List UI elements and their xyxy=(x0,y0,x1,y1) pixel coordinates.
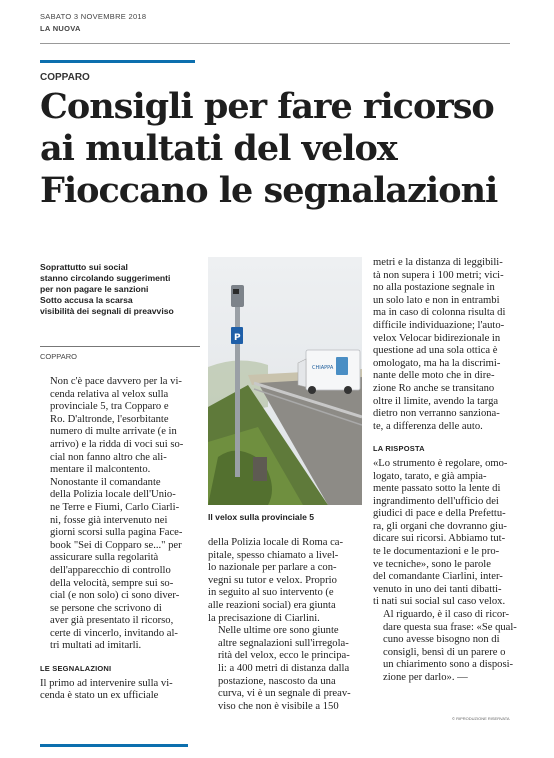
text-line: lo nazionale per parlare a con- xyxy=(208,562,337,574)
text-line: venuto in uno dei tanti dibatti- xyxy=(373,583,502,595)
paragraph xyxy=(373,609,531,685)
text-line: viso che non è visibile a 150 xyxy=(218,700,339,712)
text-line: del comandante Ciarlini, inter- xyxy=(373,571,503,583)
text-line: ve tecniche», sono le parole xyxy=(373,558,491,570)
text-line: provinciale 5, tra Copparo e xyxy=(50,401,169,413)
text-line: «Lo strumento è regolare, omo- xyxy=(373,457,508,469)
text-line: della velocità, sempre sui so- xyxy=(50,577,174,589)
text-line: dell'apparecchio di controllo xyxy=(50,564,171,576)
copyright-credit xyxy=(452,716,510,721)
text-line: no alla postazione segnale in xyxy=(373,282,495,294)
text-line: metri e la distanza di leggibili- xyxy=(373,257,503,268)
footer-accent-bar xyxy=(40,744,188,747)
byline: COPPARO xyxy=(40,352,77,361)
text-line: ra, gli organi che dovranno giu- xyxy=(373,520,507,532)
svg-text:P: P xyxy=(234,333,241,343)
text-line: consigli, bensì di un parere o xyxy=(383,646,506,658)
text-line: cenda relativa al velox sulla xyxy=(50,388,169,400)
text-line: vegni su tutor e velox. Proprio xyxy=(208,574,337,586)
publication-date: SABATO 3 NOVEMBRE 2018 xyxy=(40,12,147,21)
text-line: zione per darlo». — xyxy=(383,672,468,683)
byline-rule xyxy=(40,346,200,347)
text-line: assicurare sulla regolarità xyxy=(50,552,159,564)
text-line: un chiarimento sono a disposi- xyxy=(383,659,514,671)
summary-line: visibilità dei segnali di preavviso xyxy=(40,306,174,316)
text-line: rità del velox, ecco le principa- xyxy=(218,650,350,662)
summary-line: per non pagare le sanzioni xyxy=(40,284,149,294)
text-line: numero di multe arrivate (e in xyxy=(50,426,177,438)
headline xyxy=(40,86,530,212)
text-line: giudici di pace e della Prefettu- xyxy=(373,508,506,520)
paragraph xyxy=(373,257,531,433)
text-line: omologato, ma ha la discrimi- xyxy=(373,357,501,369)
text-line: curva, vi è un segnale di preav- xyxy=(218,688,351,700)
text-line: arrivo) e la ridda di voci sui so- xyxy=(50,438,184,450)
text-line: della Polizia locale di Roma ca- xyxy=(208,537,344,548)
text-line: mentare il malcontento. xyxy=(50,464,151,476)
text-line: dietro non verranno sanziona- xyxy=(373,408,500,420)
text-line: zione Ro anche se transitano xyxy=(373,382,495,394)
text-line: logato, tarato, e già ampia- xyxy=(373,470,487,482)
summary-deck xyxy=(40,262,202,317)
text-line: pitale, spesso chiamato a livel- xyxy=(208,549,339,561)
text-line: Non c'è pace davvero per la vi- xyxy=(50,376,182,387)
headline-line: Fioccano le segnalazioni xyxy=(40,170,498,211)
text-line: un solo lato e non in entrambi xyxy=(373,294,500,306)
text-line: altre segnalazioni sull'irregola- xyxy=(218,637,349,649)
summary-line: stanno circolando suggerimenti xyxy=(40,273,171,283)
text-line: book "Sei di Copparo se..." per xyxy=(50,539,182,551)
text-line: oltre il limite, avendo la targa xyxy=(373,395,499,407)
text-line: Il primo ad intervenire sulla vi- xyxy=(40,677,173,689)
headline-line: ai multati del velox xyxy=(40,128,397,169)
text-line: giorni scorsi sulla pagina Face- xyxy=(50,527,183,539)
copyright-icon: © xyxy=(452,716,455,721)
text-line: questione ad una sola ottica è xyxy=(373,345,498,357)
text-line: li: a 400 metri di distanza dalla xyxy=(218,662,350,674)
text-line: alle reazioni social) era giunta xyxy=(208,599,336,611)
paragraph xyxy=(373,458,531,609)
text-line: velox Velocar bidirezionale in xyxy=(373,332,501,344)
text-line: Nelle ultime ore sono giunte xyxy=(218,625,339,637)
text-line: Al riguardo, è il caso di ricor- xyxy=(383,609,509,621)
text-line: Ro. D'altronde, l'esorbitante xyxy=(50,413,169,425)
text-line: ma in caso di colonna risulta di xyxy=(373,307,506,319)
text-line: te, a differenza delle auto. xyxy=(373,420,483,432)
text-line: mente passato sotto la lente di xyxy=(373,483,501,495)
photo-caption: Il velox sulla provinciale 5 xyxy=(208,512,315,522)
text-line: cuno avesse bisogno non di xyxy=(383,634,500,646)
paragraph xyxy=(40,477,198,653)
newspaper-name: LA NUOVA xyxy=(40,24,81,33)
credit-text: RIPRODUZIONE RISERVATA xyxy=(456,716,510,721)
paragraph xyxy=(40,678,198,703)
subheading: LA RISPOSTA xyxy=(373,444,425,454)
text-line: della Polizia locale dell'Unio- xyxy=(50,489,176,501)
text-line: se persone che scrivono di xyxy=(50,602,162,614)
article-column-3 xyxy=(373,257,531,685)
article-column-2 xyxy=(208,537,366,713)
text-line: tri multati ad imitarli. xyxy=(50,640,142,652)
photo-illustration xyxy=(208,257,362,505)
text-line: in seguito al suo intervento (e xyxy=(208,587,334,599)
section-accent-bar xyxy=(40,60,195,63)
text-line: postazione, nascosto da una xyxy=(218,675,336,687)
text-line: cial (e non solo) ci sono diver- xyxy=(50,590,180,602)
text-line: cenda è stato un ex ufficiale xyxy=(40,690,159,702)
paragraph xyxy=(208,537,366,625)
text-line: ti nati sui social sul caso velox. xyxy=(373,596,506,608)
headline-line: Consigli per fare ricorso xyxy=(40,86,494,127)
text-line: ingrandimento dell'ufficio dei xyxy=(373,495,499,507)
text-line: cial non fanno altro che ali- xyxy=(50,451,167,463)
text-line: nante delle moto che in dire- xyxy=(373,370,495,382)
text-line: la precisazione di Ciarlini. xyxy=(208,612,320,624)
summary-line: Soprattutto sui social xyxy=(40,262,128,272)
text-line: ni, fosse già intervenuto nei xyxy=(50,514,168,526)
text-line: ne Terre e Fiumi, Carlo Ciarli- xyxy=(50,501,180,513)
delivery-van xyxy=(298,350,360,394)
text-line: aver già presentato il ricorso, xyxy=(50,615,174,627)
text-line: certe di vincerlo, invitando al- xyxy=(50,627,178,639)
article-column-1 xyxy=(40,376,198,703)
text-line: tà non supera i 100 metri; vici- xyxy=(373,269,504,281)
text-line: difficile individuazione; l'auto- xyxy=(373,319,505,331)
text-line: te le documentazioni e le pro- xyxy=(373,546,500,558)
text-line: dicare sui ricorsi. Abbiamo tut- xyxy=(373,533,506,545)
header-rule xyxy=(40,43,510,44)
speed-camera-photo xyxy=(208,257,362,505)
van-lettering: CHIAPPA xyxy=(312,365,334,371)
paragraph xyxy=(208,625,366,713)
subheading: LE SEGNALAZIONI xyxy=(40,664,112,674)
text-line: dare questa sua frase: «Se qual- xyxy=(383,621,517,633)
summary-line: Sotto accusa la scarsa xyxy=(40,295,133,305)
paragraph xyxy=(40,376,198,477)
text-line: Nonostante il comandante xyxy=(50,476,161,488)
section-label: COPPARO xyxy=(40,72,90,83)
